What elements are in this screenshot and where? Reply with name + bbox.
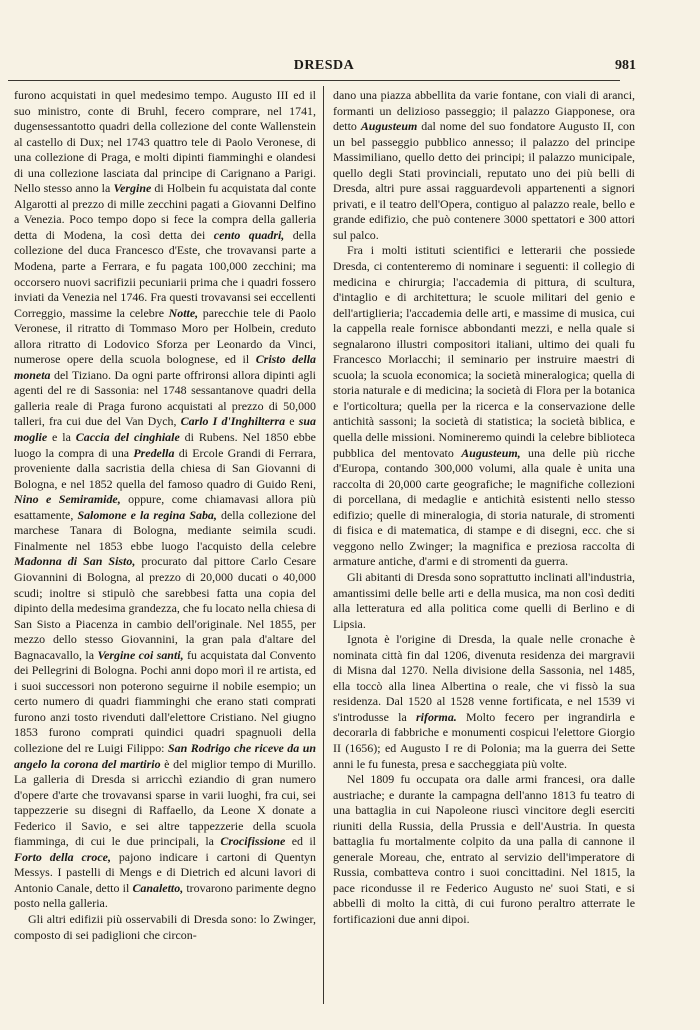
paragraph: Ignota è l'origine di Dresda, la quale nelle cronache è nominata città fin dal 1206, divenuta residenza dei margravii di Misna dal 1270. Nella divisione della Sassonia, nel 1485, ella toccò alla linea Albertina o reale, che vi fissò la sua residenza. Dal 1520 al 1528 venne fortificata, e nel 1539 vi s'introdusse la riforma. Molto fecero per ingrandirla e decorarla di fabbriche e monumenti cospicui l'elettore Giorgio II (1656); ed Augusto I re di Polonia; ma la guerra dei Sette anni le fu funesta, presa e saccheggiata più volte.: [333, 632, 635, 771]
right-column: [333, 88, 635, 1008]
paragraph: Gli abitanti di Dresda sono soprattutto inclinati all'industria, amantissimi delle belle arti e della musica, ma non così dediti alla letteratura ed alla politica come quelli di Berlino e di Lipsia.: [333, 569, 635, 631]
header-rule: [8, 80, 620, 81]
paragraph: Nel 1809 fu occupata ora dalle armi francesi, ora dalle austriache; e durante la campagna dell'anno 1813 fu teatro di una battaglia in cui Napoleone riuscì vincitore degli eserciti riuniti della Russia, della Prussia e dell'Austria. In questa battaglia fu mortalmente colpito da una palla di cannone il generale Moreau, che, entrato al servizio dell'imperatore di Russia, combatteva contro i suoi concittadini. Nel 1815, la pace ricondusse il re Federico Augusto ne' suoi Stati, e si abbellì di molto la città, di cui furono peraltro atterrate le fortificazioni due anni dipoi.: [333, 772, 635, 926]
left-column: [14, 88, 316, 1008]
column-divider: [323, 86, 324, 1004]
paragraph: Gli altri edifizii più osservabili di Dresda sono: lo Zwinger, composto di sei padiglioni che circon-: [14, 911, 316, 942]
paragraph: furono acquistati in quel medesimo tempo. Augusto III ed il suo ministro, conte di Bruhl, fecero comprare, nel 1741, dugensessantotto quadri della collezione del conte Wallenstein al castello di Dux; nel 1743 quattro tele di Paolo Veronese, di una collezione di Praga, e molti dipinti fiamminghi e olandesi di una collezione lasciata dal principe di Carignano a Parigi. Nello stesso anno la Vergine di Holbein fu acquistata dal conte Algarotti al prezzo di mille zecchini pagati a Giovanni Delfino a Venezia. Poco tempo dopo si fece la compra della galleria detta di Modena, la così detta dei cento quadri, della collezione del duca Francesco d'Este, che trovavansi parte a Modena, parte a Ferrara, e fu pagata 100,000 zecchini; ma occorsero nuovi sacrifizii pecuniarii prima che i quadri fossero inviati da Venezia nel 1746. Fra questi trovavansi sei eccellenti Correggio, massime la celebre Notte, parecchie tele di Paolo Veronese, il ritratto di Tommaso Moro per Holbein, creduto allora ritratto di Lodovico Sforza per Leonardo da Vinci, numerose opere della scuola bolognese, ed il Cristo della moneta del Tiziano. Da ogni parte offrironsi allora dipinti agli agenti del re di Sassonia: nel 1748 sessantanove quadri della galleria reale di Praga furono acquistati al prezzo di 50,000 talleri, fra cui due del Van Dych, Carlo I d'Inghilterra e sua moglie e la Caccia del cinghiale di Rubens. Nel 1850 ebbe luogo la compra di una Predella di Ercole Grandi di Ferrara, proveniente dalla sacristia della chiesa di San Giovanni di Bologna, e nel 1852 quella del famoso quadro di Guido Reni, Nino e Semiramide, oppure, come chiamavasi allora più esattamente, Salomone e la regina Saba, della collezione del marchese Tanara di Bologna, mediante seimila scudi. Finalmente nel 1853 ebbe luogo l'acquisto della celebre Madonna di San Sisto, procurato dal pittore Carlo Cesare Giovannini di Bologna, al prezzo di 20,000 ducati o 40,000 scudi; inoltre si stipulò che sarebbesi fatta una copia del dipinto della medesima grandezza, che fu locato nella chiesa di San Sisto a Piacenza in cambio dell'originale. Nel 1855, per mezzo dello stesso Giovannini, la gran pala d'altare del Bagnacavallo, la Vergine coi santi, fu acquistata dal Convento dei Pellegrini di Bologna. Pochi anni dopo morì il re artista, ed i suoi successori non poterono seguirne il nobile esempio; un certo numero di quadri fiamminghi che erano stati comprati furono anzi tosto rivenduti dall'elettore Cristiano. Nel giugno 1853 furono comprati quindici quadri spagnuoli della collezione del re Luigi Filippo: San Rodrigo che riceve da un angelo la corona del martirio è del miglior tempo di Murillo. La galleria di Dresda si arricchì eziandio di gran numero d'opere d'arte che trovavansi sparse in varii luoghi, fra cui, sei tappezzerie su disegni di Raffaello, da Leone X donate a Federico il Savio, e sei altre tappezzerie della scuola fiamminga, di cui le due principali, la Crocifissione ed il Forto della croce, pajono indicare i cartoni di Quentyn Messys. I pastelli di Mengs e di Dietrich ed alcuni lavori di Antonio Canale, detto il Canaletto, trovarono parimente degno posto nella galleria.: [14, 88, 316, 911]
paragraph: dano una piazza abbellita da varie fontane, con viali di aranci, formanti un delizioso passeggio; il palazzo Giapponese, ora detto Augusteum dal nome del suo fondatore Augusto II, con un bel passeggio pubblico annesso; il palazzo del principe Massimiliano, quello detto dei principi; il palazzo municipale, quello degli Stati provinciali, reputato uno dei più belli di Dresda, altri pure assai ragguardevoli appartenenti a signori privati, e il teatro dell'Opera, contiguo al palazzo reale, bello e grande edifizio, che può contenere 3000 spettatori e 300 attori sul palco.: [333, 88, 635, 242]
page-number: 981: [615, 58, 636, 73]
paragraph: Fra i molti istituti scientifici e letterarii che possiede Dresda, ci contenteremo di nominare i seguenti: il collegio di medicina e chirurgia; l'accademia di pittura, di scultura, d'intaglio e di architettura; le scuole militari del genio e dell'artiglieria; l'accademia delle arti, e massime di musica, cui la cappella reale fornisce abbondanti mezzi, e nella quale si segnalarono illustri compositori italiani, ultimo dei quali fu Francesco Morlacchi; il seminario per instruire maestri di scuola; la scuola economica; la società mineralogica; quella di storia naturale e di medicina; la società di Flora per la botanica e l'orticoltura; quella per la ricerca e la conservazione delle antichità sassoni; la società di statistica; la società biblica, e quella delle missioni. Nomineremo quindi la celebre biblioteca pubblica del mentovato Augusteum, una delle più ricche d'Europa, contando 300,000 volumi, alla quale è unita una raccolta di 20,000 carte geografiche; le magnifiche collezioni di porcellana, di medaglie e antichità esistenti nello stesso edifizio; quelle di mineralogia, di storia naturale, di stromenti di fisica e di matematica, di stampe e di disegni, ecc. che si veggono nello Zwinger; la magnifica e preziosa raccolta di armature antiche, d'armi e di stromenti da guerra.: [333, 243, 635, 569]
page-header: [20, 58, 636, 78]
running-title: DRESDA: [293, 58, 355, 73]
